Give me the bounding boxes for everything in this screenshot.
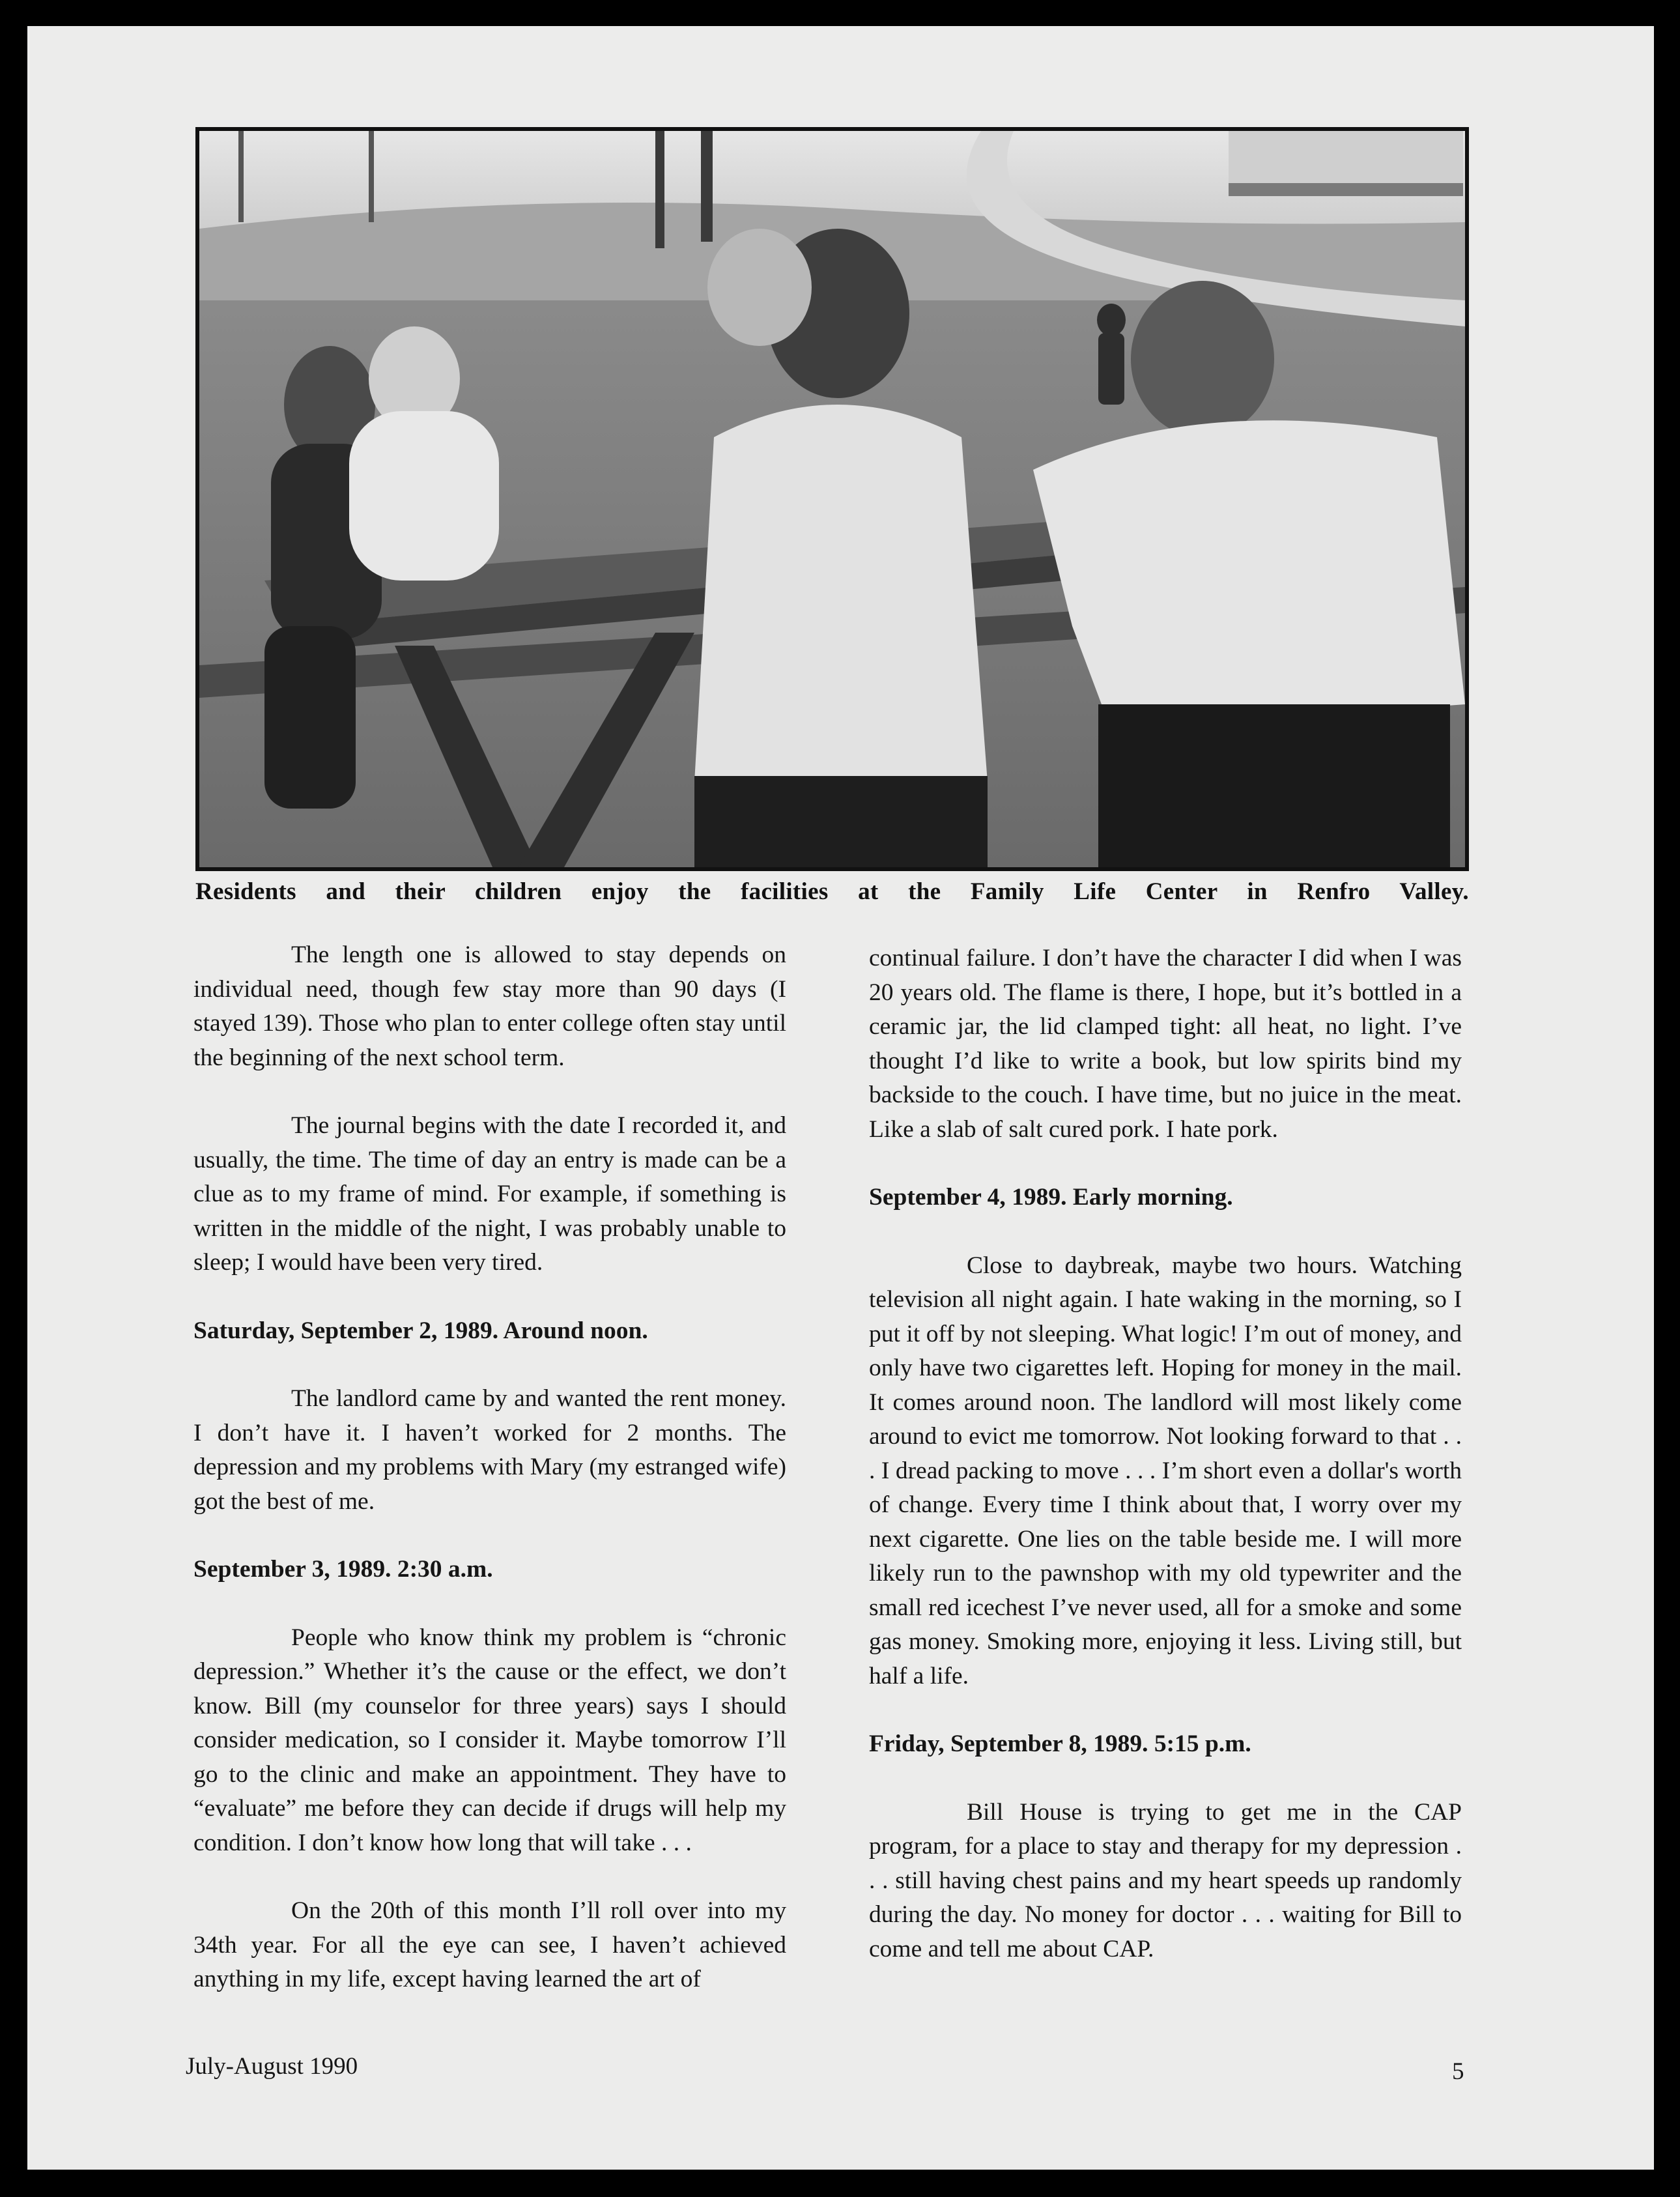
issue-date: July-August 1990 — [186, 2053, 358, 2080]
paragraph: The length one is allowed to stay depends on individual need, though few stay more than 90 days (I stayed 139). Those who plan to enter college often stay until the beginning of the next school term. — [193, 941, 786, 1071]
paragraph: People who know think my problem is “chronic depression.” Whether it’s the cause or the effect, we don’t know. Bill (my counselor for three years) says I should consider medication, so I consider it. Maybe tomorrow I’ll go to the clinic and make an appointment. They have to “evaluate” me before they can decide if drugs will help my condition. I don’t know how long that will take . . . — [193, 1624, 786, 1856]
page-number: 5 — [1452, 2058, 1464, 2085]
paragraph: The journal begins with the date I recorded it, and usually, the time. The time of day an entry is made can be a clue as to my frame of mind. For example, if something is written in the middle of the night, I was probably unable to sleep; I would have been very tired. — [193, 1112, 786, 1276]
journal-entry-heading: Saturday, September 2, 1989. Around noon. — [193, 1317, 648, 1344]
paragraph-continued: continual failure. I don’t have the character I did when I was 20 years old. The flame is there, I hope, but it’s bottled in a ceramic jar, the lid clamped tight: all heat, no light. I’ve thought I’d like to write a book, but low spirits bind my backside to the couch. I have time, but no juice in the meat. Like a slab of salt cured pork. I hate pork. — [869, 945, 1462, 1143]
paragraph: Close to daybreak, maybe two hours. Watching television all night again. I hate waking in the morning, so I put it off by not sleeping. What logic! I’m out of money, and only have two cigarettes left. Hoping for money in the mail. It comes around noon. The landlord will most likely come around to evict me tomorrow. Not looking forward to that . . . I dread packing to move . . . I’m short even a dollar's worth of change. Every time I think about that, I worry over my next cigarette. One lies on the table beside me. I will more likely run to the pawnshop with my old typewriter and the small red icechest I’ve never used, all for a smoke and some gas money. Smoking more, enjoying it less. Living still, but half a life. — [869, 1252, 1462, 1689]
paragraph: The landlord came by and wanted the rent money. I don’t have it. I haven’t worked for 2 months. The depression and my problems with Mary (my estranged wife) got the best of me. — [193, 1385, 786, 1515]
paragraph: Bill House is trying to get me in the CAP program, for a place to stay and therapy for my depression . . . still having chest pains and my heart speeds up randomly during the day. No money for doctor . . . waiting for Bill to come and tell me about CAP. — [869, 1798, 1462, 1962]
journal-entry-heading: September 4, 1989. Early morning. — [869, 1184, 1233, 1211]
photo-caption: Residents and their children enjoy the facilities at the Family Life Center in Renfro Valley. — [195, 878, 1469, 905]
right-column — [869, 941, 1462, 2000]
photo-picnic-table — [195, 127, 1469, 871]
journal-entry-heading: Friday, September 8, 1989. 5:15 p.m. — [869, 1730, 1251, 1757]
journal-entry-heading: September 3, 1989. 2:30 a.m. — [193, 1556, 493, 1583]
photo-illustration — [199, 131, 1465, 867]
magazine-page — [27, 26, 1654, 2170]
left-column — [193, 938, 786, 2031]
paragraph: On the 20th of this month I’ll roll over into my 34th year. For all the eye can see, I haven’t achieved anything in my life, except having learned the art of — [193, 1897, 786, 1992]
